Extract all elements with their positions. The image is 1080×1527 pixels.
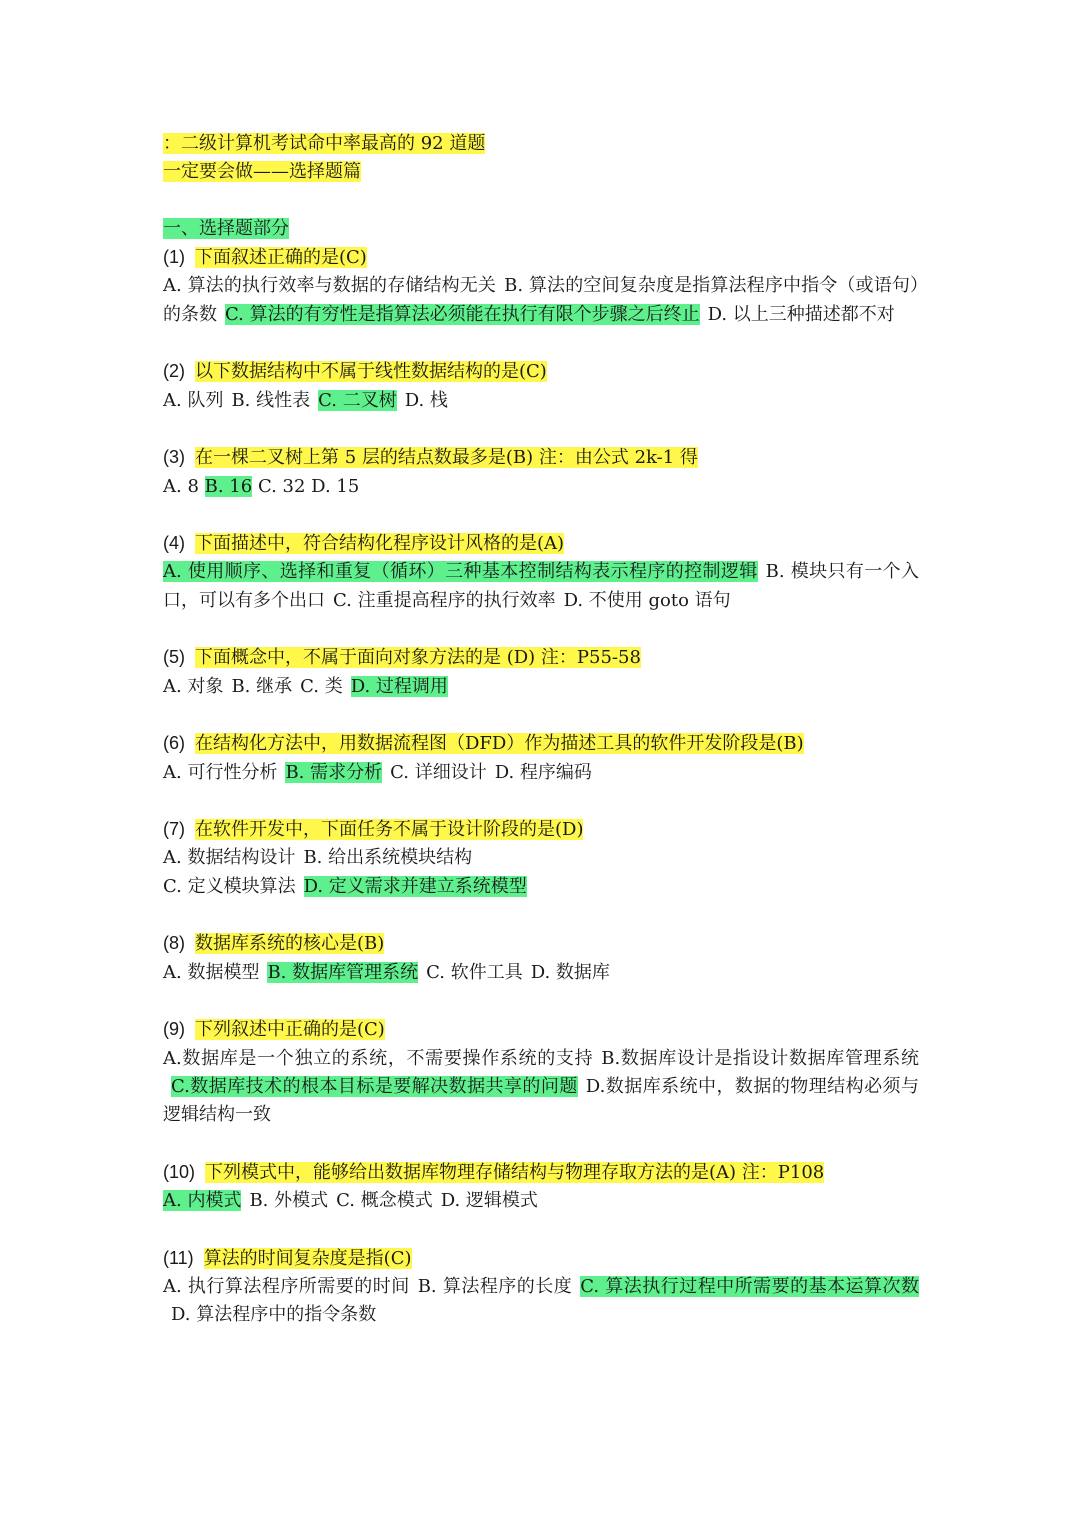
- question-number: (6): [163, 733, 185, 754]
- question-text: 下列叙述中正确的是(C): [195, 1019, 385, 1041]
- option-d: D.数据库系统中，数据的物理结构必须与逻辑结构一致: [163, 1075, 919, 1126]
- question-options: [163, 272, 919, 329]
- question-number: (9): [163, 1019, 185, 1040]
- question-stem: [163, 815, 919, 844]
- question-stem: [163, 1015, 919, 1044]
- option-c: C. 注重提高程序的执行效率: [333, 589, 556, 611]
- option-a: A. 数据结构设计: [163, 847, 296, 869]
- spacer: [163, 701, 919, 729]
- option-c-answer: C. 算法执行过程中所需要的基本运算次数: [580, 1275, 919, 1297]
- section-title: 一、选择题部分: [163, 217, 289, 239]
- spacer: [163, 615, 919, 643]
- option-d: D. 栈: [404, 389, 448, 411]
- option-d-answer: D. 定义需求并建立系统模型: [303, 875, 527, 897]
- question-number: (8): [163, 933, 185, 954]
- question-options: [163, 1273, 919, 1330]
- question-options: [163, 558, 919, 615]
- option-a: A. 可行性分析: [163, 761, 278, 783]
- question-block: [163, 1158, 919, 1216]
- question-stem: [163, 443, 919, 472]
- option-b: B. 算法程序的长度: [417, 1275, 573, 1297]
- question-block: [163, 1015, 919, 1129]
- option-a-answer: A. 使用顺序、选择和重复（循环）三种基本控制结构表示程序的控制逻辑: [163, 561, 758, 583]
- doc-title-line2: 一定要会做——选择题篇: [163, 161, 361, 183]
- spacer: [163, 987, 919, 1015]
- question-block: [163, 443, 919, 501]
- spacer: [163, 415, 919, 443]
- option-b: B. 继承: [231, 675, 293, 697]
- question-stem: [163, 529, 919, 558]
- question-text: 在结构化方法中，用数据流程图（DFD）作为描述工具的软件开发阶段是(B): [195, 733, 804, 755]
- option-b: B. 外模式: [249, 1189, 329, 1211]
- option-a: A. 8: [163, 475, 199, 497]
- question-options: [163, 873, 919, 901]
- option-a-answer: A. 内模式: [163, 1189, 242, 1211]
- question-block: [163, 815, 919, 901]
- question-number: (10): [163, 1161, 196, 1182]
- question-text: 在软件开发中，下面任务不属于设计阶段的是(D): [195, 819, 584, 841]
- question-stem: [163, 357, 919, 386]
- question-block: [163, 729, 919, 787]
- document-page: [163, 130, 919, 1329]
- doc-subtitle: [163, 158, 919, 186]
- option-b: B. 模块只有一个入口，可以有多个出口: [163, 561, 919, 611]
- question-number: (5): [163, 647, 185, 668]
- option-c: C. 详细设计: [390, 761, 487, 783]
- question-stem: [163, 929, 919, 958]
- option-d: D. 15: [311, 475, 360, 497]
- spacer: [163, 187, 919, 215]
- question-text: 下面叙述正确的是(C): [195, 247, 367, 269]
- question-number: (3): [163, 447, 185, 468]
- option-d: D. 不使用 goto 语句: [563, 589, 731, 611]
- question-options: [163, 1045, 919, 1130]
- question-block: [163, 529, 919, 615]
- option-a: A. 对象: [163, 675, 224, 697]
- spacer: [163, 787, 919, 815]
- option-b-answer: B. 数据库管理系统: [267, 961, 419, 983]
- option-b-answer: B. 需求分析: [285, 761, 383, 783]
- question-block: [163, 643, 919, 701]
- option-a: A. 算法的执行效率与数据的存储结构无关: [163, 275, 497, 297]
- option-c-answer: C.数据库技术的根本目标是要解决数据共享的问题: [171, 1075, 578, 1097]
- option-d: D. 数据库: [530, 961, 610, 983]
- question-block: [163, 1244, 919, 1330]
- question-text: 在一棵二叉树上第 5 层的结点数最多是(B) 注：由公式 2k-1 得: [195, 447, 698, 469]
- question-text: 以下数据结构中不属于线性数据结构的是(C): [195, 361, 547, 383]
- question-options: [163, 844, 919, 872]
- option-c-answer: C. 算法的有穷性是指算法必须能在执行有限个步骤之后终止: [225, 303, 700, 325]
- question-text: 下面描述中，符合结构化程序设计风格的是(A): [195, 533, 565, 555]
- question-options: [163, 959, 919, 987]
- option-c: C. 概念模式: [336, 1189, 433, 1211]
- question-stem: [163, 643, 919, 672]
- option-d: D. 逻辑模式: [440, 1189, 538, 1211]
- question-options: [163, 1187, 919, 1215]
- question-text: 下面概念中，不属于面向对象方法的是 (D) 注：P55-58: [195, 647, 641, 669]
- option-d: D. 算法程序中的指令条数: [171, 1304, 377, 1326]
- option-c: C. 类: [300, 675, 343, 697]
- option-d: D. 以上三种描述都不对: [707, 303, 895, 325]
- question-stem: [163, 243, 919, 272]
- option-a: A.数据库是一个独立的系统，不需要操作系统的支持: [163, 1047, 594, 1069]
- question-options: [163, 473, 919, 501]
- question-number: (11): [163, 1247, 194, 1268]
- question-text: 数据库系统的核心是(B): [195, 933, 385, 955]
- option-b: B. 算法的空间复杂度是指算法程序中指令（或语句）的条数: [163, 275, 919, 325]
- option-a: A. 数据模型: [163, 961, 260, 983]
- spacer: [163, 1215, 919, 1243]
- question-block: [163, 929, 919, 987]
- option-c: C. 32: [257, 475, 306, 497]
- option-c: C. 软件工具: [426, 961, 523, 983]
- question-options: [163, 759, 919, 787]
- option-c-answer: C. 二叉树: [318, 389, 397, 411]
- question-block: [163, 243, 919, 329]
- option-d-answer: D. 过程调用: [350, 675, 448, 697]
- option-a: A. 执行算法程序所需要的时间: [163, 1275, 410, 1297]
- question-number: (1): [163, 247, 185, 268]
- option-d: D. 程序编码: [494, 761, 592, 783]
- section-heading: [163, 215, 919, 243]
- question-stem: [163, 1158, 919, 1187]
- question-stem: [163, 1244, 919, 1273]
- option-c: C. 定义模块算法: [163, 875, 296, 897]
- doc-title-line1: ：二级计算机考试命中率最高的 92 道题: [163, 133, 486, 154]
- option-b: B. 线性表: [231, 389, 311, 411]
- spacer: [163, 501, 919, 529]
- question-text: 下列模式中，能够给出数据库物理存储结构与物理存取方法的是(A) 注：P108: [205, 1161, 825, 1183]
- option-a: A. 队列: [163, 389, 224, 411]
- spacer: [163, 329, 919, 357]
- question-block: [163, 357, 919, 415]
- doc-title: [163, 130, 919, 158]
- option-b-answer: B. 16: [204, 475, 253, 497]
- question-options: [163, 673, 919, 701]
- question-stem: [163, 729, 919, 758]
- question-number: (2): [163, 361, 185, 382]
- question-text: 算法的时间复杂度是指(C): [203, 1247, 412, 1269]
- question-number: (7): [163, 819, 185, 840]
- question-options: [163, 387, 919, 415]
- option-b: B. 给出系统模块结构: [303, 847, 473, 869]
- spacer: [163, 1129, 919, 1157]
- spacer: [163, 901, 919, 929]
- option-b: B.数据库设计是指设计数据库管理系统: [601, 1047, 919, 1069]
- question-number: (4): [163, 533, 185, 554]
